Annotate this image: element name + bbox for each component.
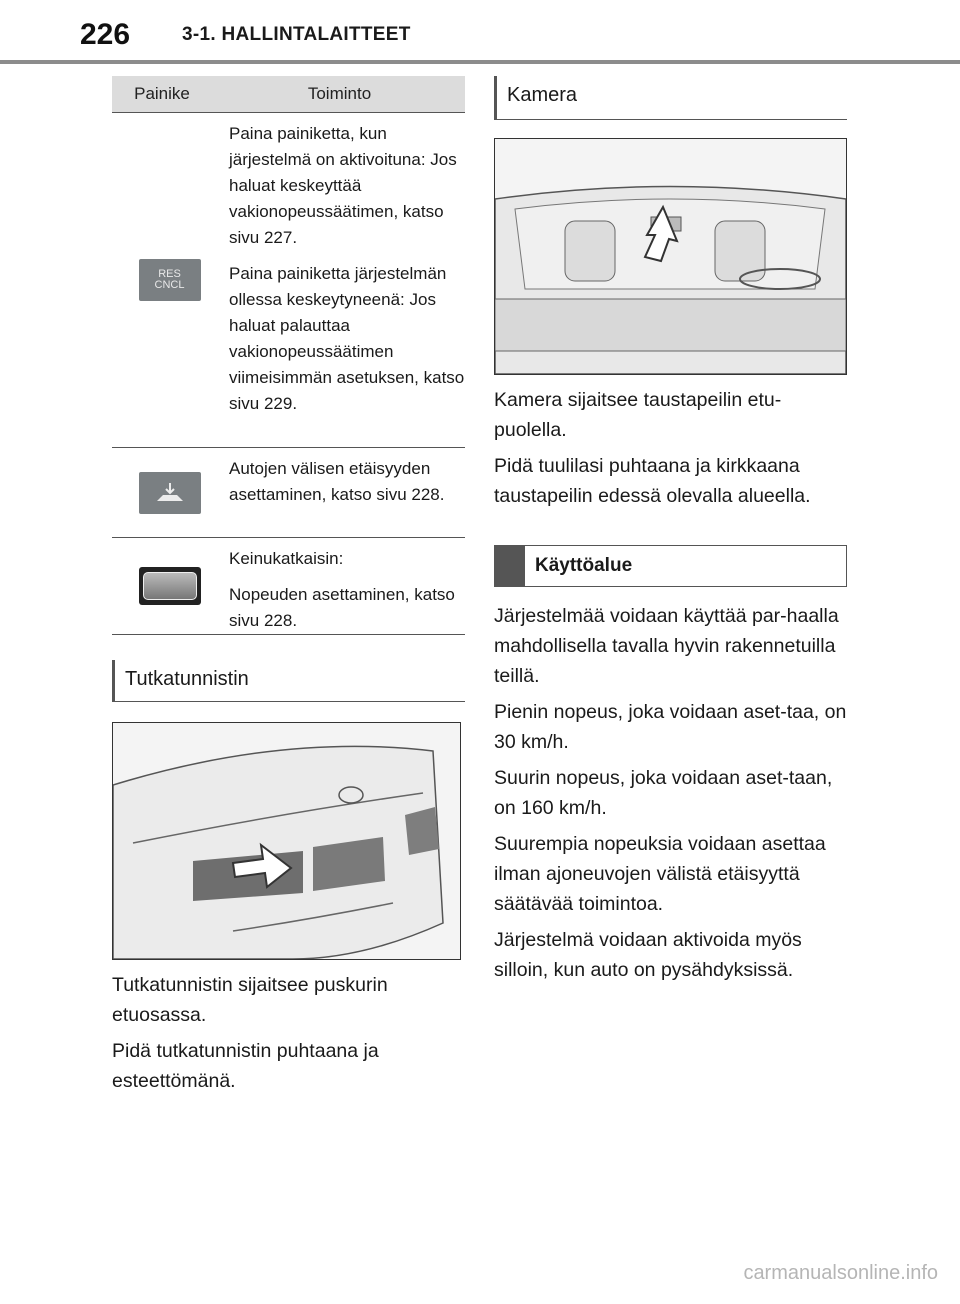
car-interior-illustration <box>495 139 846 374</box>
usage-paragraph: Suurin nopeus, joka voidaan aset-taan, on 160 km/h. <box>494 767 833 819</box>
table-cell-text: Autojen välisen etäisyyden asettaminen, katso sivu 228. <box>229 459 445 504</box>
usage-paragraph: Pienin nopeus, joka voidaan aset-taa, on 30 km/h. <box>494 701 847 753</box>
left-column <box>112 76 465 1102</box>
section-title: 3-1. HALLINTALAITTEET <box>182 24 411 45</box>
watermark: carmanualsonline.info <box>743 1262 938 1284</box>
camera-figure <box>494 138 847 375</box>
column-header-function: Toiminto <box>307 84 372 103</box>
table-row <box>112 448 465 538</box>
car-front-illustration <box>113 723 460 959</box>
table-header <box>112 76 465 113</box>
table-row <box>112 538 465 635</box>
table-row <box>112 113 465 448</box>
table-cell-text: Paina painiketta, kun järjestelmä on aktivoituna: Jos haluat keskeyttää vakionopeussäätimen, katso sivu 227. <box>229 124 457 247</box>
camera-paragraph: Pidä tuulilasi puhtaana ja kirkkaana taustapeilin edessä olevalla alueella. <box>494 455 811 507</box>
controls-table <box>112 76 465 635</box>
radar-heading: Tutkatunnistin <box>112 660 465 702</box>
table-cell-text: Paina painiketta järjestelmän ollessa keskeytyneenä: Jos haluat palauttaa vakionopeussäätimen viimeisimmän asetuksen, katso sivu 229. <box>229 264 465 413</box>
table-cell-text: Keinukatkaisin: <box>229 549 344 568</box>
header-rule <box>0 60 960 64</box>
table-cell-text: Nopeuden asettaminen, katso sivu 228. <box>229 585 455 630</box>
column-header-button: Painike <box>134 84 190 103</box>
usage-paragraph: Suurempia nopeuksia voidaan asettaa ilman ajoneuvojen välistä etäisyyttä säätävää toimintoa. <box>494 833 826 915</box>
rocker-switch-icon <box>139 567 201 605</box>
usage-paragraph: Järjestelmää voidaan käyttää par-haalla mahdollisella tavalla hyvin rakennetuilla teillä. <box>494 605 839 687</box>
page-number: 226 <box>80 18 131 51</box>
radar-sensor-figure <box>112 722 461 960</box>
radar-paragraph: Tutkatunnistin sijaitsee puskurin etuosassa. <box>112 974 388 1026</box>
usage-heading: Käyttöalue <box>494 545 847 587</box>
usage-paragraph: Järjestelmä voidaan aktivoida myös silloin, kun auto on pysähdyksissä. <box>494 929 802 981</box>
right-column <box>494 76 847 991</box>
radar-paragraph: Pidä tutkatunnistin puhtaana ja esteettömänä. <box>112 1040 379 1092</box>
camera-paragraph: Kamera sijaitsee taustapeilin etu-puolella. <box>494 389 782 441</box>
res-cncl-button-icon: RES CNCL <box>139 259 201 301</box>
camera-heading: Kamera <box>494 76 847 120</box>
distance-button-icon <box>139 472 201 514</box>
